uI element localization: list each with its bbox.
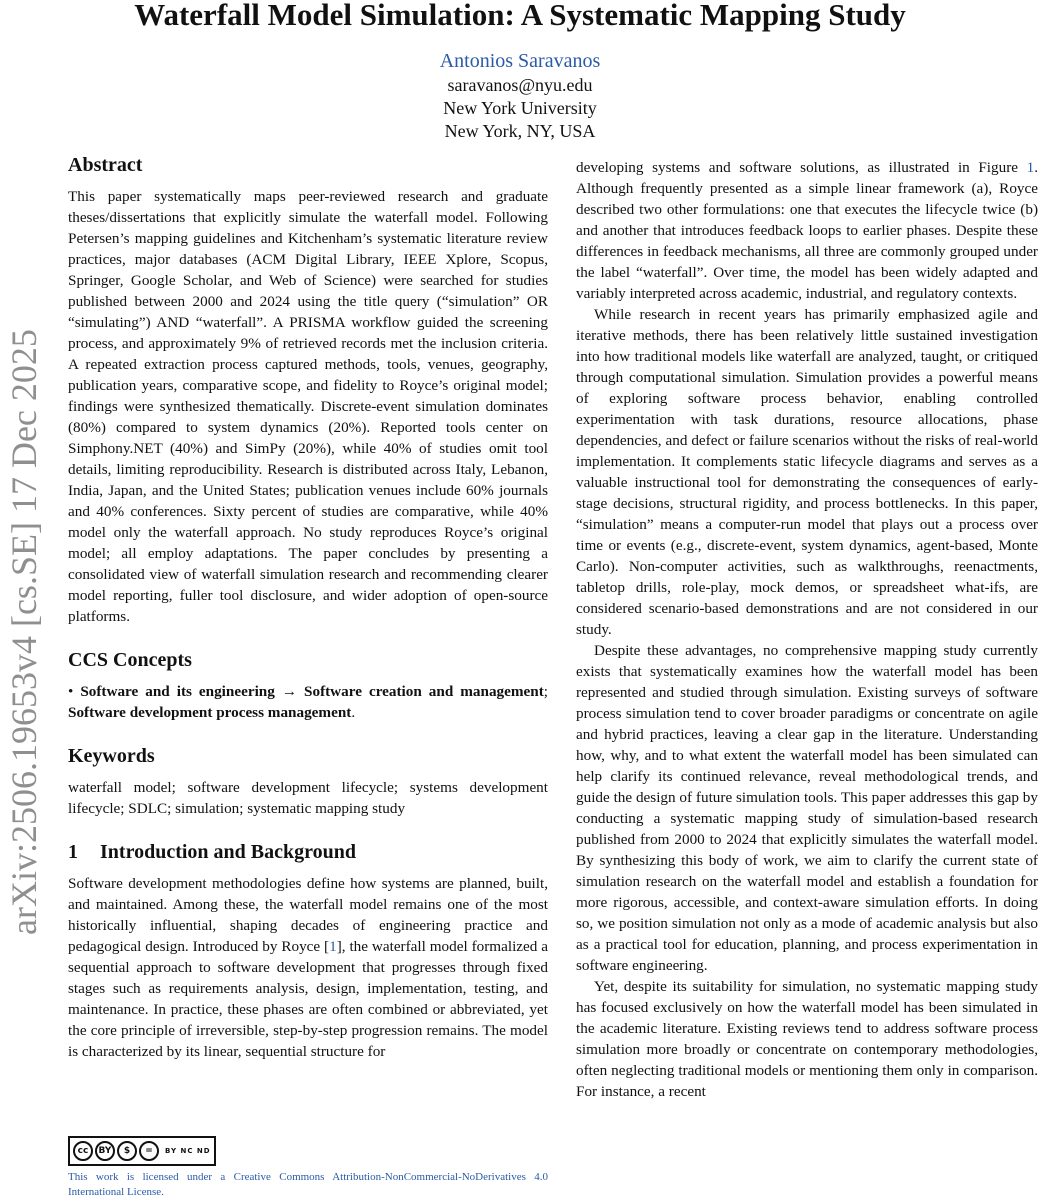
by-icon: BY [95,1141,115,1161]
right-column [576,157,1038,1102]
keywords-text: waterfall model; software development lifecycle; systems development lifecycle; SDLC; simulation; systematic mapping study [68,779,548,817]
intro-paragraph-3: Despite these advantages, no comprehensive mapping study currently exists that systematically examines how the waterfall model has been represented and studied through simulation. Existing surveys of software process simulation tend to cover broader paradigms or concentrate on agile and hybrid practices, leaving a clear gap in the literature. Understanding how, why, and to what extent the waterfall model has been simulated can help clarify its continued relevance, reveal methodological trends, and guide the design of future simulation tools. This paper addresses this gap by conducting a systematic mapping study of simulation-based research published from 2000 to 2024 that explicitly simulates the waterfall model. By synthesizing this body of work, we aim to clarify the current state of simulation research on the waterfall model and establish a foundation for more rigorous, accessible, and context-aware simulation efforts. In doing so, we position simulation not only as a mode of academic analysis but also as a practical tool for education, planning, and process experimentation in software engineering. [576,642,1038,974]
intro-paragraph-2: While research in recent years has primarily emphasized agile and iterative methods, there has been relatively little sustained investigation into how traditional models like waterfall are analyzed, taught, or critiqued through computational simulation. Simulation provides a powerful means of exploring software process behavior, enabling controlled experimentation with task durations, resource allocations, phase dependencies, and defect or failure scenarios without the risks of real-world implementation. It complements static lifecycle diagrams and serves as a valuable instructional tool for demonstrating the consequences of early-stage decisions, structural rigidity, and process bottlenecks. In this paper, “simulation” means a computer-run model that plays out a process over time or events (e.g., discrete-event, system dynamics, agent-based, Monte Carlo). Non-computer activities, such as walkthroughs, reenactments, tabletop drills, role-play, mock demos, or spreadsheet what-ifs, are considered scenario-based demonstrations and are not considered in our study. [576,306,1038,638]
ccs-heading: CCS Concepts [68,649,192,671]
arxiv-identifier: arXiv:2506.19653v4 [cs.SE] 17 Dec 2025 [4,329,44,935]
citation-link[interactable]: 1 [329,938,337,955]
intro-paragraph-1: Software development methodologies define how systems are planned, built, and maintained. Among these, the waterfall model remains one of the most historically influential, shaping decades of engineering practice and pedagogical design. Introduced by Royce [1], the waterfall model formalized a sequential approach to software development that progresses through fixed stages such as requirements analysis, design, implementation, testing, and maintenance. In practice, these phases are often combined or abbreviated, yet the core principle of irreversible, step-by-step progression remains. The model is characterized by its linear, sequential structure for [68,875,549,1060]
author-affiliation: New York University [443,98,597,118]
cc-icon: cc [73,1141,93,1161]
intro-paragraph-4: Yet, despite its suitability for simulation, no systematic mapping study has focused exclusively on how the waterfall model has been simulated in the academic literature. Existing reviews tend to address software process simulation more broadly or concentrate on contemporary methodologies, often neglecting traditional models or mentioning them only in comparison. For instance, a recent [576,978,1038,1100]
ccs-end: . [351,704,356,721]
cc-license-badge[interactable] [68,1136,216,1166]
ccs-concept-3: Software development process management [68,704,352,721]
keywords-heading: Keywords [68,745,155,767]
nc-icon: $ [117,1141,137,1161]
figure-link[interactable]: 1 [1026,159,1035,176]
nd-icon: = [139,1141,159,1161]
ccs-concept-2: Software creation and management [304,683,544,700]
abstract-heading: Abstract [68,154,143,176]
ccs-separator: ; [543,683,549,700]
paper-title: Waterfall Model Simulation: A Systematic Mapping Study [134,0,906,32]
ccs-bullet: • [68,683,74,700]
ccs-concept-1: Software and its engineering [80,683,275,700]
license-link[interactable]: This work is licensed under a Creative Commons Attribution-NonCommercial-NoDerivatives 4.0 International License. [68,1171,548,1198]
left-column [68,152,548,1062]
ccs-arrow: → [281,683,298,700]
section-1-heading [68,839,548,865]
author-name[interactable]: Antonios Saravanos [439,50,601,72]
author-block [0,48,1040,143]
abstract-text: This paper systematically maps peer-reviewed research and graduate theses/dissertations that explicitly simulate the waterfall model. Following Petersen’s mapping guidelines and Kitchenham’s systematic literature review practices, major databases (ACM Digital Library, IEEE Xplore, Scopus, Springer, Google Scholar, and Web of Science) were searched for studies published between 2000 and 2024 using the title query (“simulation” OR “simulating”) AND “waterfall”. A PRISMA workflow guided the screening process, and approximately 9% of retrieved records met the inclusion criteria. A repeated extraction process captured methods, tools, venues, geography, publication years, comparative scope, and fidelity to Royce’s original model; findings were synthesized thematically. Discrete-event simulation dominates (80%) compared to system dynamics (20%). Reported tools center on Simphony.NET (40%) and SimPy (20%), while 40% of studies omit tool details, limiting reproducibility. Research is distributed across Italy, Lebanon, India, Japan, and the United States; publication venues include 60% journals and 40% conferences. Sixty percent of studies are comparative, while 40% model only the waterfall approach. No study reproduces Royce’s original model; all employ adaptations. The paper concludes by presenting a consolidated view of waterfall simulation research and recommending clearer model reporting, fuller tool disclosure, and wider adoption of open-source platforms. [68,188,548,625]
license-block [68,1136,548,1200]
section-title: Introduction and Background [100,841,357,863]
section-number: 1 [68,841,78,863]
intro-paragraph-1-continued: developing systems and software solutions, as illustrated in Figure 1. Although frequently presented as a simple linear framework (a), Royce described two other formulations: one that executes the lifecycle twice (b) and another that introduces feedback loops to earlier phases. Despite these differences in feedback mechanisms, all three are commonly grouped under the label “waterfall”. Over time, the model has been widely adapted and variably interpreted across academic, industrial, and regulatory contexts. [576,159,1038,302]
author-location: New York, NY, USA [444,121,596,141]
author-email: saravanos@nyu.edu [447,75,593,95]
ccs-concepts [68,681,548,723]
license-tags: BY NC ND [165,1147,211,1155]
